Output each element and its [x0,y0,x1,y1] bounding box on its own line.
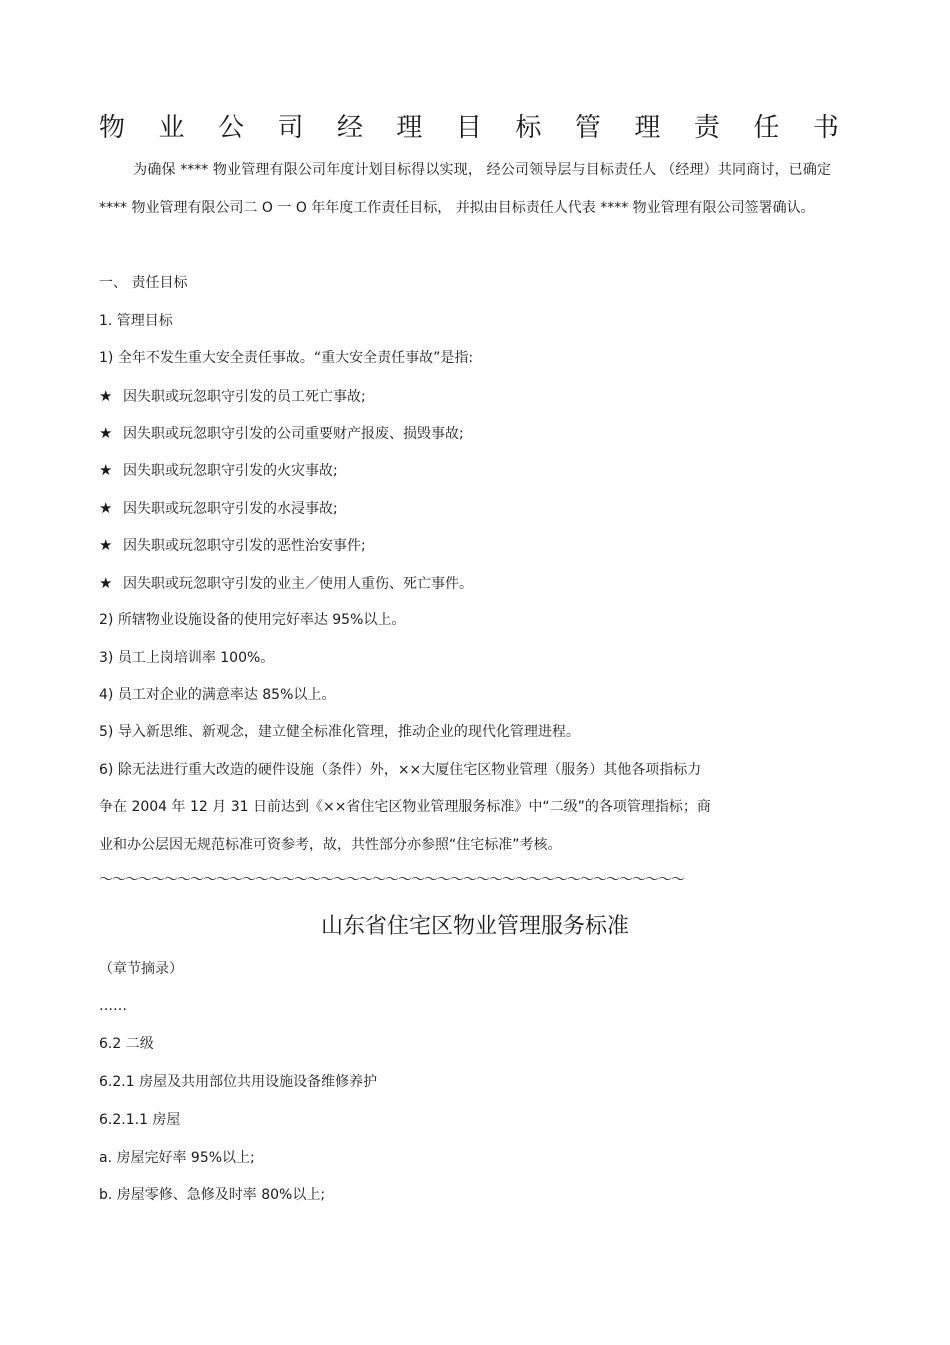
section-heading: 6.2.1 房屋及共用部位共用设施设备维修养护 [99,1074,378,1090]
star-list-item: ★ 因失职或玩忽职守引发的员工死亡事故; [99,387,366,405]
star-list-item: ★ 因失职或玩忽职守引发的水浸事故; [99,499,338,517]
list-item: a. 房屋完好率 95%以上; [99,1150,255,1166]
star-list-item: ★ 因失职或玩忽职守引发的业主／使用人重伤、死亡事件。 [99,574,473,592]
star-icon: ★ [99,461,113,479]
list-item-continuation: 业和办公层因无规范标准可资参考，故，共性部分亦参照“住宅标准”考核。 [99,837,562,853]
list-item: b. 房屋零修、急修及时率 80%以上; [99,1187,326,1203]
title-char: 任 [753,113,780,143]
list-item: 4) 员工对企业的满意率达 85%以上。 [99,687,336,703]
star-icon: ★ [99,536,113,554]
title-char: 目 [455,113,482,143]
title-char: 公 [217,113,244,143]
star-icon: ★ [99,574,113,592]
title-char: 管 [574,113,601,143]
star-icon: ★ [99,499,113,517]
tilde-divider: ～～～～～～～～～～～～～～～～～～～～～～～～～～～～～～～～～～～～～～～～～～～～～ [99,872,684,888]
list-item: 6) 除无法进行重大改造的硬件设施（条件）外，××大厦住宅区物业管理（服务）其他各项指标力 [99,762,702,778]
star-list-item: ★ 因失职或玩忽职守引发的公司重要财产报废、损毁事故; [99,424,464,442]
title-char: 物 [99,113,126,143]
list-item: 3) 员工上岗培训率 100%。 [99,650,275,666]
section-heading: 一、 责任目标 [99,275,188,291]
star-icon: ★ [99,387,113,405]
list-item: 1) 全年不发生重大安全责任事故。“重大安全责任事故”是指: [99,350,474,366]
star-icon: ★ [99,424,113,442]
ellipsis: …… [99,998,127,1014]
section-heading: 6.2 二级 [99,1036,154,1052]
star-list-item: ★ 因失职或玩忽职守引发的恶性治安事件; [99,536,366,554]
title-char: 书 [812,113,839,143]
title-char: 标 [515,113,542,143]
subsection-heading: 1. 管理目标 [99,313,173,329]
title-char: 司 [277,113,304,143]
title-char: 理 [396,113,423,143]
title-char: 经 [336,113,363,143]
title-char: 理 [634,113,661,143]
section-heading: 6.2.1.1 房屋 [99,1112,181,1128]
standard-title: 山东省住宅区物业管理服务标准 [320,914,629,939]
list-item-continuation: 争在 2004 年 12 月 31 日前达到《××省住宅区物业管理服务标准》中“二级”的各项管理指标；商 [99,799,711,815]
title-char: 业 [158,113,185,143]
list-item: 2) 所辖物业设施设备的使用完好率达 95%以上。 [99,612,406,628]
list-item: 5) 导入新思维、新观念，建立健全标准化管理，推动企业的现代化管理进程。 [99,724,580,740]
intro-paragraph [99,151,831,227]
document-title [99,108,839,148]
title-char: 责 [693,113,720,143]
star-list-item: ★ 因失职或玩忽职守引发的火灾事故; [99,461,338,479]
intro-text: 为确保 **** 物业管理有限公司年度计划目标得以实现， 经公司领导层与目标责任人 （经理）共同商讨，已确定 **** 物业管理有限公司二 O 一 O 年年度工作责任目标， 并拟由目标责任人代表 **** 物业管理有限公司签署确认。 [99,162,831,216]
excerpt-note: （章节摘录） [99,961,183,977]
